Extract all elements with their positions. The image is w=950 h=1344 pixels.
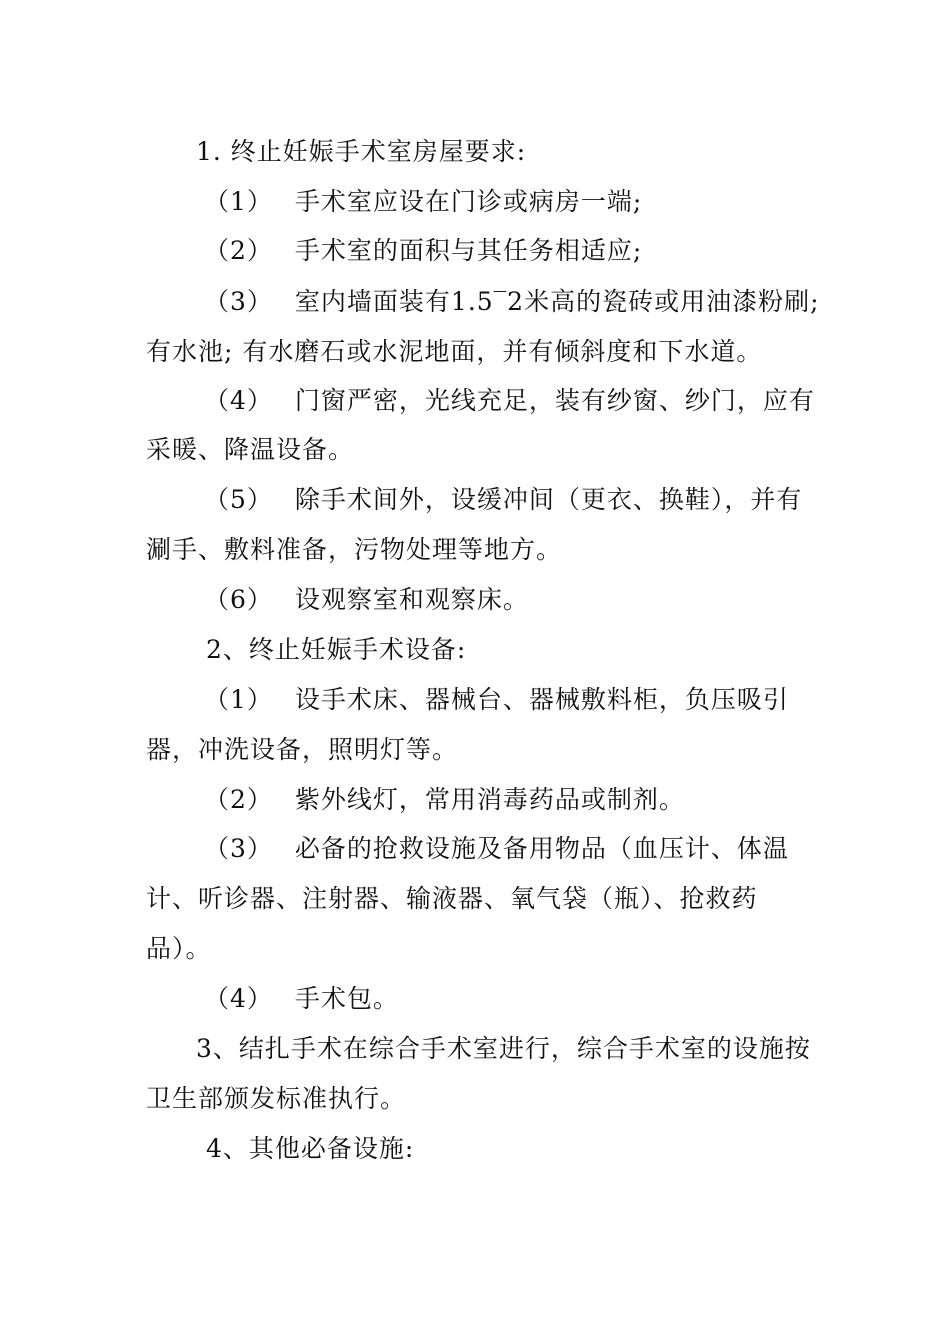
item-label: （2） [204, 236, 273, 265]
item-text: 除手术间外，设缓冲间（更衣、换鞋），并有 [294, 485, 803, 514]
item-text: 门窗严密，光线充足，装有纱窗、纱门，应有 [294, 386, 815, 415]
section-3-paragraph: 3、结扎手术在综合手术室进行，综合手术室的设施按 [196, 1034, 811, 1063]
item-label: （1） [204, 187, 273, 216]
item-text: 紫外线灯，常用消毒药品或制剂。 [294, 785, 685, 814]
item-label: （1） [204, 685, 273, 714]
section-3-paragraph-continued: 卫生部颁发标准执行。 [146, 1084, 407, 1113]
item-label: （3） [204, 834, 273, 863]
list-item [204, 832, 789, 866]
item-label: （6） [204, 585, 273, 614]
list-item [204, 185, 642, 219]
item-text-continued: 计、听诊器、注射器、输液器、氧气袋（瓶）、抢救药 [146, 884, 758, 913]
section-4-heading: 4、其他必备设施: [206, 1134, 415, 1163]
list-item [204, 583, 529, 617]
item-text-continued: 采暖、降温设备。 [146, 435, 355, 464]
list-item [204, 982, 399, 1016]
list-item [204, 683, 789, 717]
item-label: （5） [204, 485, 273, 514]
item-label: （3） [204, 287, 273, 316]
list-item [204, 384, 815, 418]
list-item [204, 483, 802, 517]
list-item [204, 285, 820, 319]
list-item [204, 234, 642, 268]
item-label: （4） [204, 386, 273, 415]
section-1-heading: 1. 终止妊娠手术室房屋要求: [196, 137, 527, 166]
item-text: 必备的抢救设施及备用物品（血压计、体温 [294, 834, 789, 863]
item-text: 手术包。 [294, 984, 399, 1013]
item-text: 设观察室和观察床。 [294, 585, 529, 614]
item-text-continued: 品）。 [146, 934, 212, 963]
item-text: 设手术床、器械台、器械敷料柜，负压吸引 [294, 685, 789, 714]
item-label: （4） [204, 984, 273, 1013]
item-text: 手术室的面积与其任务相适应; [294, 236, 643, 265]
item-text-continued: 涮手、敷料准备，污物处理等地方。 [146, 535, 563, 564]
item-text-continued: 有水池; 有水磨石或水泥地面，并有倾斜度和下水道。 [146, 337, 763, 366]
list-item [204, 783, 685, 817]
section-2-heading: 2、终止妊娠手术设备: [206, 635, 467, 664]
item-text: 室内墙面装有1.5‾2米高的瓷砖或用油漆粉刷; [294, 287, 820, 316]
item-text: 手术室应设在门诊或病房一端; [294, 187, 643, 216]
item-label: （2） [204, 785, 273, 814]
item-text-continued: 器，冲洗设备，照明灯等。 [146, 735, 459, 764]
